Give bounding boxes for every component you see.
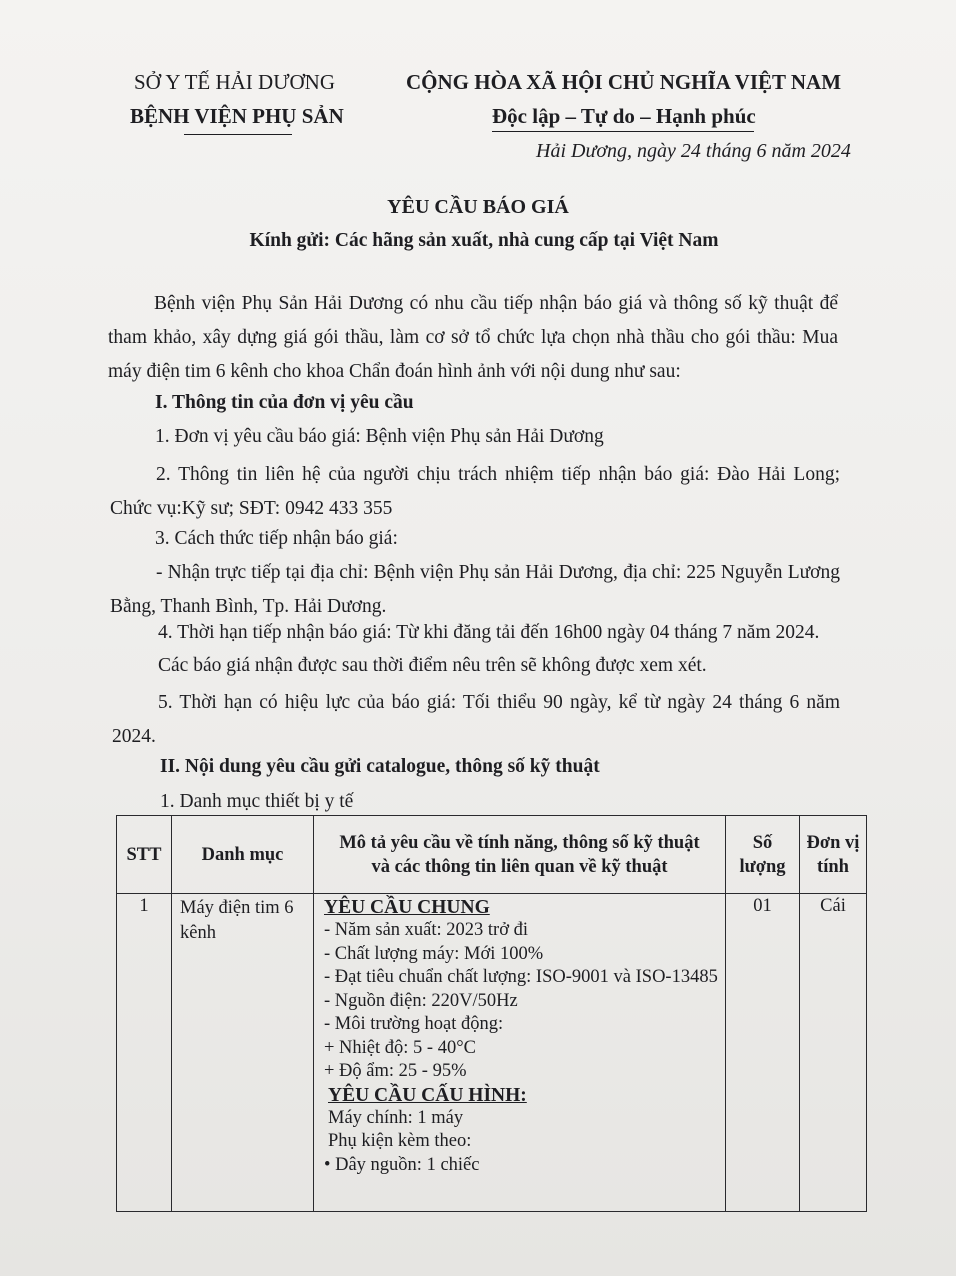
general-req-5: - Môi trường hoạt động:	[324, 1014, 504, 1034]
general-req-4: - Nguồn điện: 220V/50Hz	[324, 990, 518, 1011]
hospital-name: BỆNH VIỆN PHỤ SẢN	[130, 104, 344, 128]
document-date: Hải Dương, ngày 24 tháng 6 năm 2024	[536, 140, 851, 162]
hospital-underline	[184, 134, 292, 135]
equipment-table	[116, 815, 867, 1212]
general-req-3: - Đạt tiêu chuẩn chất lượng: ISO-9001 và ISO-13485	[324, 967, 718, 987]
general-req-2: - Chất lượng máy: Mới 100%	[324, 943, 544, 964]
table-row	[117, 894, 867, 1212]
recipient-line: Kính gửi: Các hãng sản xuất, nhà cung cấp tại Việt Nam	[249, 230, 719, 251]
section-1-item-5: 5. Thời hạn có hiệu lực của báo giá: Tối thiểu 90 ngày, kể từ ngày 24 tháng 6 năm 2024.	[112, 692, 840, 747]
col-header-description: Mô tả yêu cầu về tính năng, thông số kỹ thuật và các thông tin liên quan về kỹ thuật	[314, 816, 726, 894]
general-requirements-heading: YÊU CẦU CHUNG	[324, 897, 490, 918]
config-req-2: Phụ kiện kèm theo:	[328, 1131, 472, 1151]
config-requirements-heading: YÊU CẦU CẤU HÌNH:	[328, 1084, 527, 1106]
general-req-6: + Nhiệt độ: 5 - 40°C	[324, 1037, 476, 1058]
row-item: Máy điện tim 6 kênh	[172, 894, 314, 1212]
config-req-1: Máy chính: 1 máy	[328, 1107, 464, 1128]
section-2-heading: II. Nội dung yêu cầu gửi catalogue, thông số kỹ thuật	[160, 756, 600, 777]
col-header-stt: STT	[117, 816, 172, 894]
document-title: YÊU CẦU BÁO GIÁ	[387, 196, 569, 218]
section-1-item-2: 2. Thông tin liên hệ của người chịu trách nhiệm tiếp nhận báo giá: Đào Hải Long; Chức vụ:Kỹ sư; SĐT: 0942 433 355	[110, 464, 840, 519]
country-name: CỘNG HÒA XÃ HỘI CHỦ NGHĨA VIỆT NAM	[406, 70, 842, 94]
col-header-item: Danh mục	[172, 816, 314, 894]
intro-paragraph: Bệnh viện Phụ Sản Hải Dương có nhu cầu tiếp nhận báo giá và thông số kỹ thuật để tham khảo, xây dựng giá gói thầu, làm cơ sở tổ chức lựa chọn nhà thầu cho gói thầu: Mua máy điện tim 6 kênh cho khoa Chẩn đoán hình ảnh với nội dung như sau:	[108, 293, 838, 382]
config-req-3: • Dây nguồn: 1 chiếc	[324, 1154, 480, 1175]
section-1-item-3-detail: - Nhận trực tiếp tại địa chỉ: Bệnh viện Phụ sản Hải Dương, địa chỉ: 225 Nguyễn Lương Bằng, Thanh Bình, Tp. Hải Dương.	[110, 562, 840, 617]
row-description	[314, 894, 726, 1212]
section-1-item-4: 4. Thời hạn tiếp nhận báo giá: Từ khi đăng tải đến 16h00 ngày 04 tháng 7 năm 2024.	[158, 622, 820, 643]
col-header-unit: Đơn vị tính	[800, 816, 867, 894]
section-1-item-4-note: Các báo giá nhận được sau thời điểm nêu trên sẽ không được xem xét.	[158, 655, 707, 676]
section-2-sub-1: 1. Danh mục thiết bị y tế	[160, 791, 354, 812]
col-header-quantity: Số lượng	[726, 816, 800, 894]
row-quantity: 01	[726, 894, 800, 1212]
row-stt: 1	[117, 894, 172, 1212]
section-1-item-3: 3. Cách thức tiếp nhận báo giá:	[155, 528, 398, 549]
general-req-7: + Độ ẩm: 25 - 95%	[324, 1061, 467, 1081]
department-name: SỞ Y TẾ HẢI DƯƠNG	[134, 70, 336, 94]
national-motto: Độc lập – Tự do – Hạnh phúc	[492, 104, 756, 128]
general-req-1: - Năm sản xuất: 2023 trở đi	[324, 920, 528, 940]
section-1-heading: I. Thông tin của đơn vị yêu cầu	[155, 392, 414, 413]
table-header-row	[117, 816, 867, 894]
section-1-item-1: 1. Đơn vị yêu cầu báo giá: Bệnh viện Phụ sản Hải Dương	[155, 426, 604, 447]
motto-underline	[492, 131, 754, 132]
row-unit: Cái	[800, 894, 867, 1212]
